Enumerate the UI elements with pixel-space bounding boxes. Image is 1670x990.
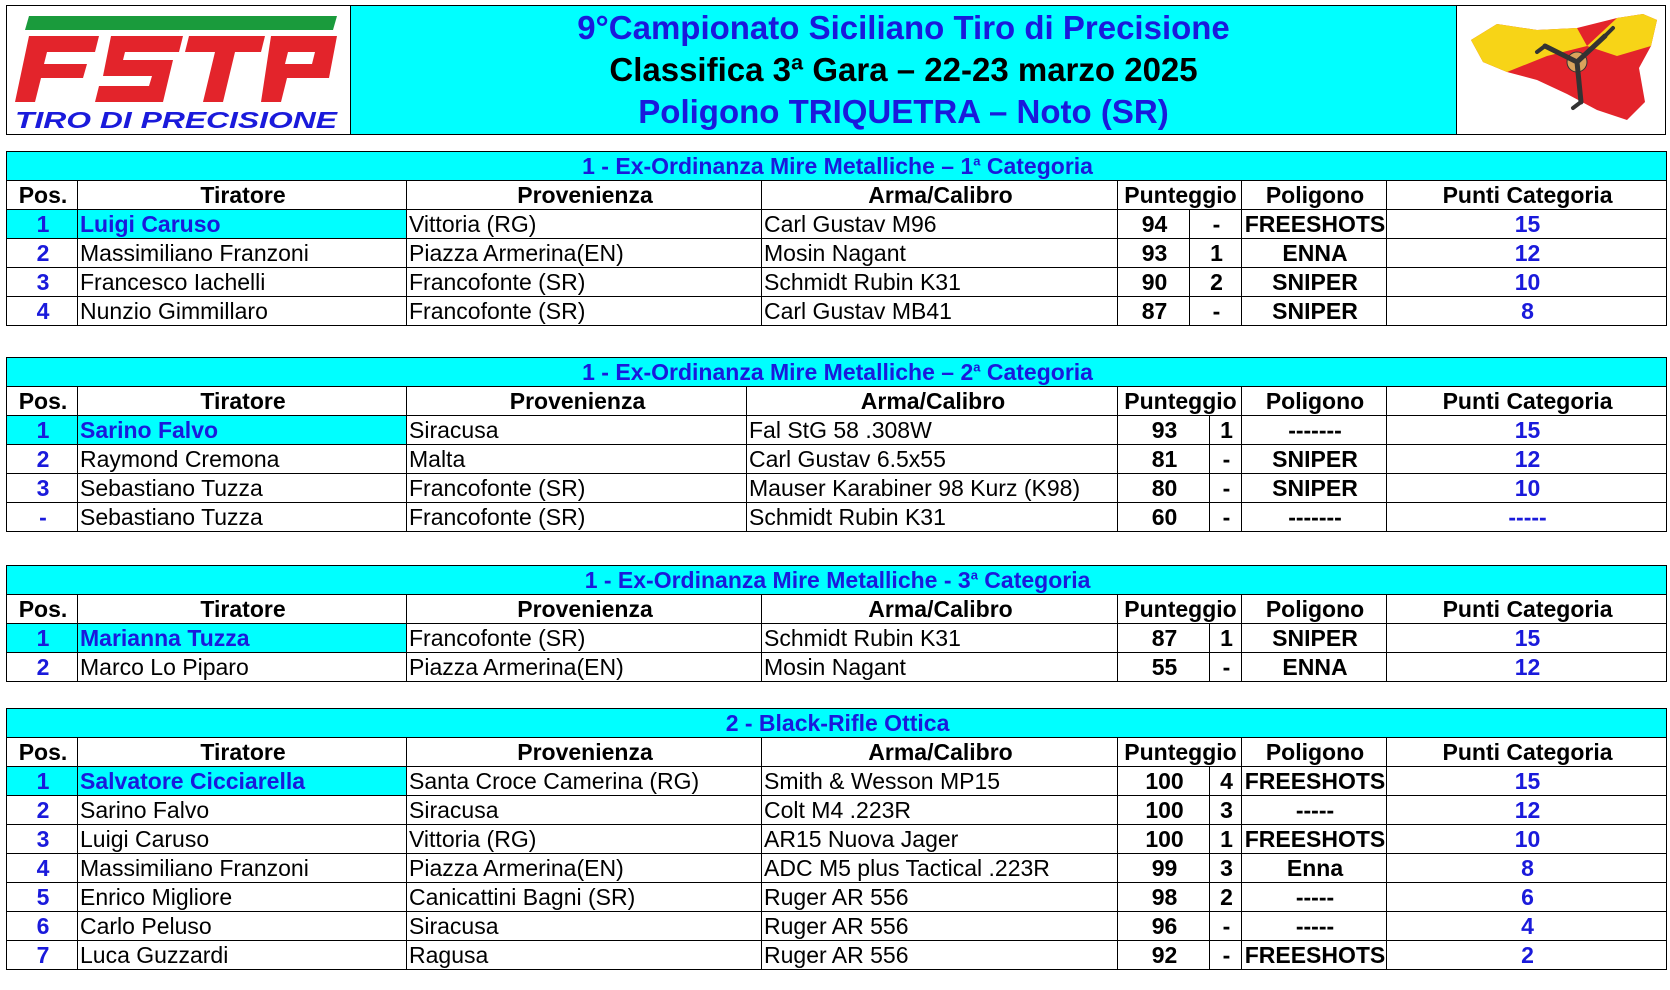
table-cell: Siracusa	[407, 912, 762, 941]
table-cell: 12	[1387, 796, 1667, 825]
table-row	[7, 416, 1667, 445]
table-cell: -----	[1242, 912, 1387, 941]
table-cell: SNIPER	[1242, 445, 1387, 474]
table-cell: Francesco Iachelli	[78, 268, 407, 297]
col-punti: Punti Categoria	[1387, 181, 1667, 210]
col-arma: Arma/Calibro	[747, 387, 1118, 416]
table-cell: 98	[1118, 883, 1210, 912]
table-cell: -----	[1387, 503, 1667, 532]
table-cell: 93	[1118, 239, 1190, 268]
table-row	[7, 445, 1667, 474]
table-cell: 1	[7, 624, 78, 653]
table-header-row	[7, 181, 1667, 210]
col-tiratore: Tiratore	[78, 738, 407, 767]
table-cell: Mosin Nagant	[762, 653, 1118, 682]
table-row	[7, 653, 1667, 682]
table-cell: 90	[1118, 268, 1190, 297]
col-punteggio: Punteggio	[1118, 387, 1242, 416]
table-cell: Vittoria (RG)	[407, 210, 762, 239]
table-cell: 12	[1387, 445, 1667, 474]
table-cell: SNIPER	[1242, 297, 1387, 326]
table-cell: Fal StG 58 .308W	[747, 416, 1118, 445]
table-cell: Piazza Armerina(EN)	[407, 653, 762, 682]
table-cell: 100	[1118, 767, 1210, 796]
table-row	[7, 941, 1667, 970]
table-cell: SNIPER	[1242, 474, 1387, 503]
table-row	[7, 297, 1667, 326]
col-punti: Punti Categoria	[1387, 387, 1667, 416]
col-poligono: Poligono	[1242, 738, 1387, 767]
table-cell: FREESHOTS	[1242, 767, 1387, 796]
col-tiratore: Tiratore	[78, 595, 407, 624]
table-cell: ENNA	[1242, 653, 1387, 682]
table-cell: 2	[7, 796, 78, 825]
table-cell: 2	[7, 653, 78, 682]
table-row	[7, 854, 1667, 883]
table-cell: Piazza Armerina(EN)	[407, 854, 762, 883]
table-cell: -	[1190, 210, 1242, 239]
table-row	[7, 503, 1667, 532]
table-cell: Sarino Falvo	[78, 796, 407, 825]
table-cell: Luigi Caruso	[78, 210, 407, 239]
table-cell: 7	[7, 941, 78, 970]
col-pos: Pos.	[7, 387, 78, 416]
table-cell: Massimiliano Franzoni	[78, 239, 407, 268]
ranking-table-2	[6, 357, 1667, 532]
fstp-logo-graphic	[7, 6, 349, 134]
table-cell: Francofonte (SR)	[407, 268, 762, 297]
col-arma: Arma/Calibro	[762, 738, 1118, 767]
table-cell: 2	[7, 239, 78, 268]
table-cell: Salvatore Cicciarella	[78, 767, 407, 796]
table-row	[7, 883, 1667, 912]
table-cell: Luigi Caruso	[78, 825, 407, 854]
table-cell: FREESHOTS	[1242, 941, 1387, 970]
table-cell: SNIPER	[1242, 268, 1387, 297]
table-cell: 4	[7, 854, 78, 883]
table-cell: 4	[7, 297, 78, 326]
table-cell: Nunzio Gimmillaro	[78, 297, 407, 326]
ranking-table-3	[6, 565, 1667, 682]
page-header	[6, 5, 1666, 135]
table-row	[7, 239, 1667, 268]
table-row	[7, 474, 1667, 503]
col-pos: Pos.	[7, 738, 78, 767]
table-cell: Enrico Migliore	[78, 883, 407, 912]
col-pos: Pos.	[7, 181, 78, 210]
col-punteggio: Punteggio	[1118, 181, 1242, 210]
table-cell: 87	[1118, 297, 1190, 326]
table-cell: -	[1210, 474, 1242, 503]
table-cell: 12	[1387, 653, 1667, 682]
table-cell: Carl Gustav 6.5x55	[747, 445, 1118, 474]
table-cell: Sebastiano Tuzza	[78, 503, 407, 532]
table-cell: Mosin Nagant	[762, 239, 1118, 268]
col-provenienza: Provenienza	[407, 387, 747, 416]
table-cell: -------	[1242, 503, 1387, 532]
table-cell: Siracusa	[407, 796, 762, 825]
table-cell: 10	[1387, 268, 1667, 297]
table-cell: 6	[7, 912, 78, 941]
col-arma: Arma/Calibro	[762, 181, 1118, 210]
table-cell: 4	[1387, 912, 1667, 941]
table-cell: Vittoria (RG)	[407, 825, 762, 854]
col-provenienza: Provenienza	[407, 595, 762, 624]
table-cell: Santa Croce Camerina (RG)	[407, 767, 762, 796]
table-cell: Carlo Peluso	[78, 912, 407, 941]
table-cell: Enna	[1242, 854, 1387, 883]
table-cell: 15	[1387, 624, 1667, 653]
table-cell: Carl Gustav M96	[762, 210, 1118, 239]
table-cell: 1	[1210, 416, 1242, 445]
table-row	[7, 796, 1667, 825]
table-cell: 1	[1190, 239, 1242, 268]
table-cell: 2	[1210, 883, 1242, 912]
race-ranking-title: Classifica 3ª Gara – 22-23 marzo 2025	[609, 51, 1198, 88]
table-cell: 2	[7, 445, 78, 474]
table-cell: Schmidt Rubin K31	[762, 268, 1118, 297]
table-cell: -----	[1242, 883, 1387, 912]
table-cell: 99	[1118, 854, 1210, 883]
table-cell: Ruger AR 556	[762, 883, 1118, 912]
table-cell: 100	[1118, 796, 1210, 825]
table-cell: 8	[1387, 854, 1667, 883]
trinacria-icon	[1457, 6, 1663, 134]
table-header-row	[7, 738, 1667, 767]
table-cell: -	[7, 503, 78, 532]
col-provenienza: Provenienza	[407, 181, 762, 210]
table-cell: 1	[1210, 825, 1242, 854]
table-cell: Francofonte (SR)	[407, 624, 762, 653]
table-cell: Schmidt Rubin K31	[762, 624, 1118, 653]
section-title: 1 - Ex-Ordinanza Mire Metalliche - 3$^a$ Categoria	[7, 566, 1667, 595]
table-cell: -	[1210, 445, 1242, 474]
col-arma: Arma/Calibro	[762, 595, 1118, 624]
table-cell: ENNA	[1242, 239, 1387, 268]
table-row	[7, 825, 1667, 854]
col-punteggio: Punteggio	[1118, 738, 1242, 767]
table-cell: Smith & Wesson MP15	[762, 767, 1118, 796]
table-cell: 92	[1118, 941, 1210, 970]
table-cell: FREESHOTS	[1242, 825, 1387, 854]
table-cell: 1	[7, 210, 78, 239]
table-cell: Sarino Falvo	[78, 416, 407, 445]
table-cell: 15	[1387, 416, 1667, 445]
table-cell: 60	[1118, 503, 1210, 532]
table-cell: 3	[7, 268, 78, 297]
table-cell: -------	[1242, 416, 1387, 445]
section-title: 2 - Black-Rifle Ottica	[7, 709, 1667, 738]
table-cell: Ruger AR 556	[762, 912, 1118, 941]
col-poligono: Poligono	[1242, 181, 1387, 210]
table-cell: Schmidt Rubin K31	[747, 503, 1118, 532]
table-cell: Carl Gustav MB41	[762, 297, 1118, 326]
table-cell: Massimiliano Franzoni	[78, 854, 407, 883]
col-punti: Punti Categoria	[1387, 738, 1667, 767]
table-cell: 87	[1118, 624, 1210, 653]
ranking-table-1	[6, 151, 1667, 326]
table-cell: 100	[1118, 825, 1210, 854]
table-cell: 1	[7, 416, 78, 445]
table-cell: 12	[1387, 239, 1667, 268]
championship-title: 9°Campionato Siciliano Tiro di Precisione	[577, 9, 1230, 46]
table-cell: 55	[1118, 653, 1210, 682]
table-row	[7, 268, 1667, 297]
table-cell: Luca Guzzardi	[78, 941, 407, 970]
table-cell: Canicattini Bagni (SR)	[407, 883, 762, 912]
table-cell: 10	[1387, 825, 1667, 854]
sicily-flag-emblem	[1457, 6, 1665, 134]
table-cell: 15	[1387, 767, 1667, 796]
fstp-logo	[7, 6, 351, 134]
table-cell: -	[1210, 503, 1242, 532]
table-cell: 81	[1118, 445, 1210, 474]
table-cell: Piazza Armerina(EN)	[407, 239, 762, 268]
table-cell: 80	[1118, 474, 1210, 503]
table-cell: Raymond Cremona	[78, 445, 407, 474]
table-cell: 94	[1118, 210, 1190, 239]
col-punteggio: Punteggio	[1118, 595, 1242, 624]
table-cell: 3	[7, 474, 78, 503]
table-cell: SNIPER	[1242, 624, 1387, 653]
section-title: 1 - Ex-Ordinanza Mire Metalliche – 1$^a$ Categoria	[7, 152, 1667, 181]
table-cell: Sebastiano Tuzza	[78, 474, 407, 503]
col-poligono: Poligono	[1242, 595, 1387, 624]
table-row	[7, 912, 1667, 941]
col-poligono: Poligono	[1242, 387, 1387, 416]
table-cell: -----	[1242, 796, 1387, 825]
table-cell: 1	[7, 767, 78, 796]
title-block	[351, 6, 1457, 134]
venue-title: Poligono TRIQUETRA – Noto (SR)	[638, 93, 1169, 130]
table-cell: Marianna Tuzza	[78, 624, 407, 653]
table-cell: 3	[1210, 796, 1242, 825]
col-pos: Pos.	[7, 595, 78, 624]
logo-subtitle: TIRO DI PRECISIONE	[15, 107, 338, 133]
table-cell: 10	[1387, 474, 1667, 503]
table-header-row	[7, 595, 1667, 624]
table-cell: Mauser Karabiner 98 Kurz (K98)	[747, 474, 1118, 503]
table-cell: ADC M5 plus Tactical .223R	[762, 854, 1118, 883]
table-cell: Malta	[407, 445, 747, 474]
col-punti: Punti Categoria	[1387, 595, 1667, 624]
table-cell: 93	[1118, 416, 1210, 445]
table-cell: 2	[1387, 941, 1667, 970]
table-cell: 3	[1210, 854, 1242, 883]
table-cell: 1	[1210, 624, 1242, 653]
table-cell: FREESHOTS	[1242, 210, 1387, 239]
ranking-table-4	[6, 708, 1667, 970]
table-cell: 8	[1387, 297, 1667, 326]
section-title: 1 - Ex-Ordinanza Mire Metalliche – 2$^a$ Categoria	[7, 358, 1667, 387]
table-cell: 15	[1387, 210, 1667, 239]
table-cell: 96	[1118, 912, 1210, 941]
table-row	[7, 210, 1667, 239]
table-cell: Colt M4 .223R	[762, 796, 1118, 825]
table-row	[7, 767, 1667, 796]
table-cell: Francofonte (SR)	[407, 503, 747, 532]
table-cell: 2	[1190, 268, 1242, 297]
table-cell: Ragusa	[407, 941, 762, 970]
col-tiratore: Tiratore	[78, 181, 407, 210]
table-cell: 6	[1387, 883, 1667, 912]
table-cell: -	[1210, 653, 1242, 682]
table-cell: Marco Lo Piparo	[78, 653, 407, 682]
table-cell: Siracusa	[407, 416, 747, 445]
table-cell: -	[1190, 297, 1242, 326]
table-cell: 3	[7, 825, 78, 854]
table-cell: Francofonte (SR)	[407, 297, 762, 326]
col-tiratore: Tiratore	[78, 387, 407, 416]
table-cell: -	[1210, 941, 1242, 970]
table-cell: -	[1210, 912, 1242, 941]
table-row	[7, 624, 1667, 653]
table-cell: 5	[7, 883, 78, 912]
col-provenienza: Provenienza	[407, 738, 762, 767]
table-cell: Ruger AR 556	[762, 941, 1118, 970]
table-cell: 4	[1210, 767, 1242, 796]
table-cell: Francofonte (SR)	[407, 474, 747, 503]
table-header-row	[7, 387, 1667, 416]
table-cell: AR15 Nuova Jager	[762, 825, 1118, 854]
